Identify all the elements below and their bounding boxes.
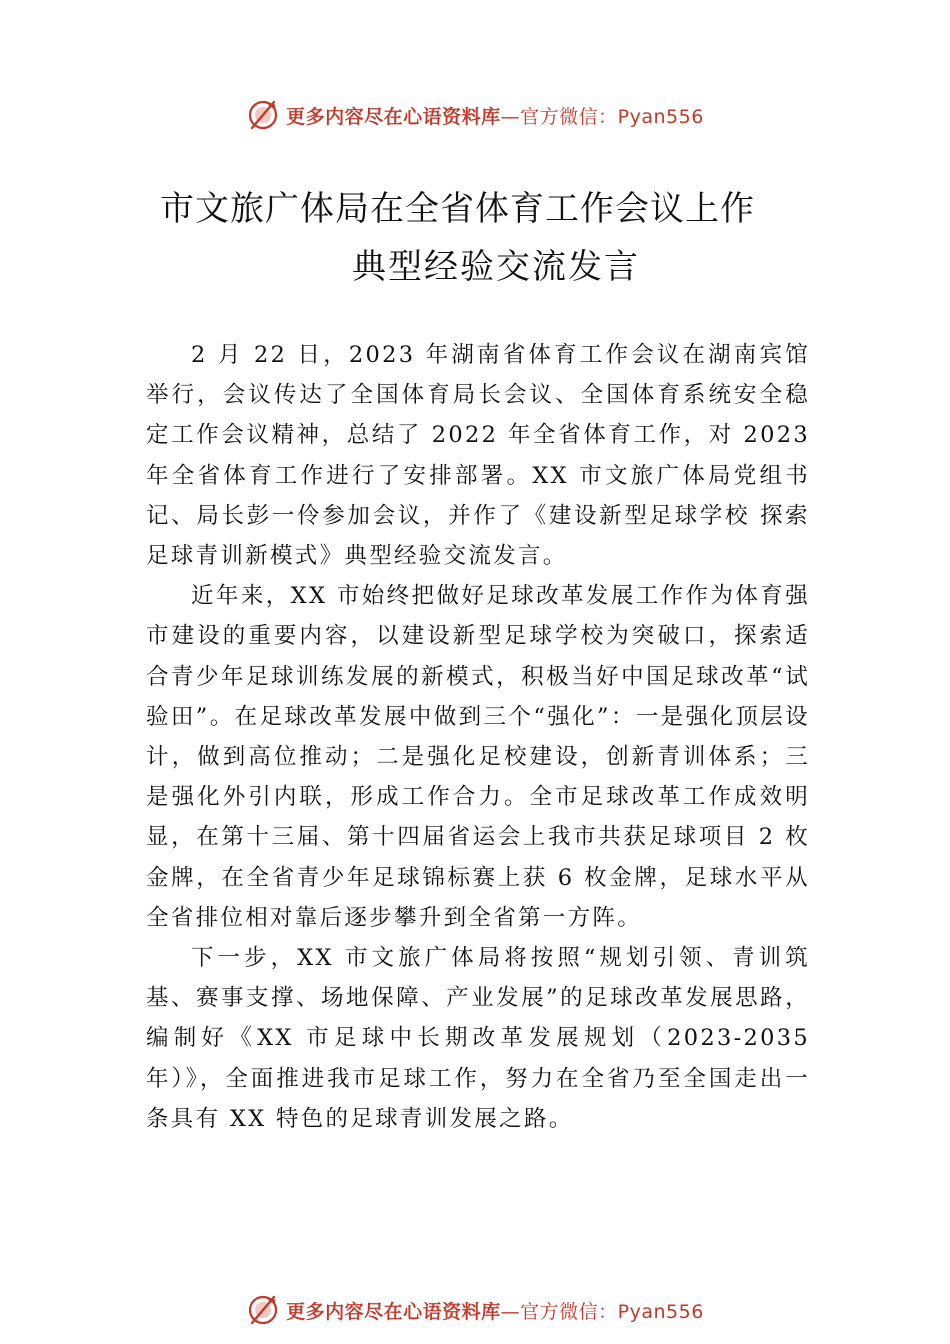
document-title [0,180,950,296]
header-banner [0,95,950,135]
banner-contact: 官方微信：Pyan556 [520,1300,704,1323]
banner-contact: 官方微信：Pyan556 [520,105,704,128]
paragraph-1: 2 月 22 日，2023 年湖南省体育工作会议在湖南宾馆举行，会议传达了全国体育局长会议、全国体育系统安全稳定工作会议精神，总结了 2022 年全省体育工作，对 2023 年全省体育工作进行了安排部署。XX 市文旅广体局党组书记、局长彭一伶参加会议，并作了《建设新型足球学校 探索足球青训新模式》典型经验交流发言。 [146,342,810,570]
banner-separator: — [500,1300,521,1323]
banner-lead: 更多内容尽在心语资料库 [286,1300,501,1323]
banner-lead: 更多内容尽在心语资料库 [286,105,501,128]
quill-seal-icon [246,98,280,132]
banner-separator: — [500,105,521,128]
title-line-2: 典型经验交流发言 [352,247,640,287]
document-body [146,335,810,1139]
paragraph-2: 近年来，XX 市始终把做好足球改革发展工作作为体育强市建设的重要内容，以建设新型足球学校为突破口，探索适合青少年足球训练发展的新模式，积极当好中国足球改革“试验田”。在足球改革发展中做到三个“强化”：一是强化顶层设计，做到高位推动；二是强化足校建设，创新青训体系；三是强化外引内联，形成工作合力。全市足球改革工作成效明显，在第十三届、第十四届省运会上我市共获足球项目 2 枚金牌，在全省青少年足球锦标赛上获 6 枚金牌，足球水平从全省排位相对靠后逐步攀升到全省第一方阵。 [146,583,810,931]
paragraph-3: 下一步，XX 市文旅广体局将按照“规划引领、青训筑基、赛事支撑、场地保障、产业发展”的足球改革发展思路，编制好《XX 市足球中长期改革发展规划（2023-2035 年）》，全面推进我市足球工作，努力在全省乃至全国走出一条具有 XX 特色的足球青训发展之路。 [146,945,810,1132]
banner-text [286,1297,704,1324]
footer-banner [0,1290,950,1330]
title-line-1: 市文旅广体局在全省体育工作会议上作 [160,189,755,229]
banner-text [286,102,704,129]
quill-seal-icon [246,1293,280,1327]
